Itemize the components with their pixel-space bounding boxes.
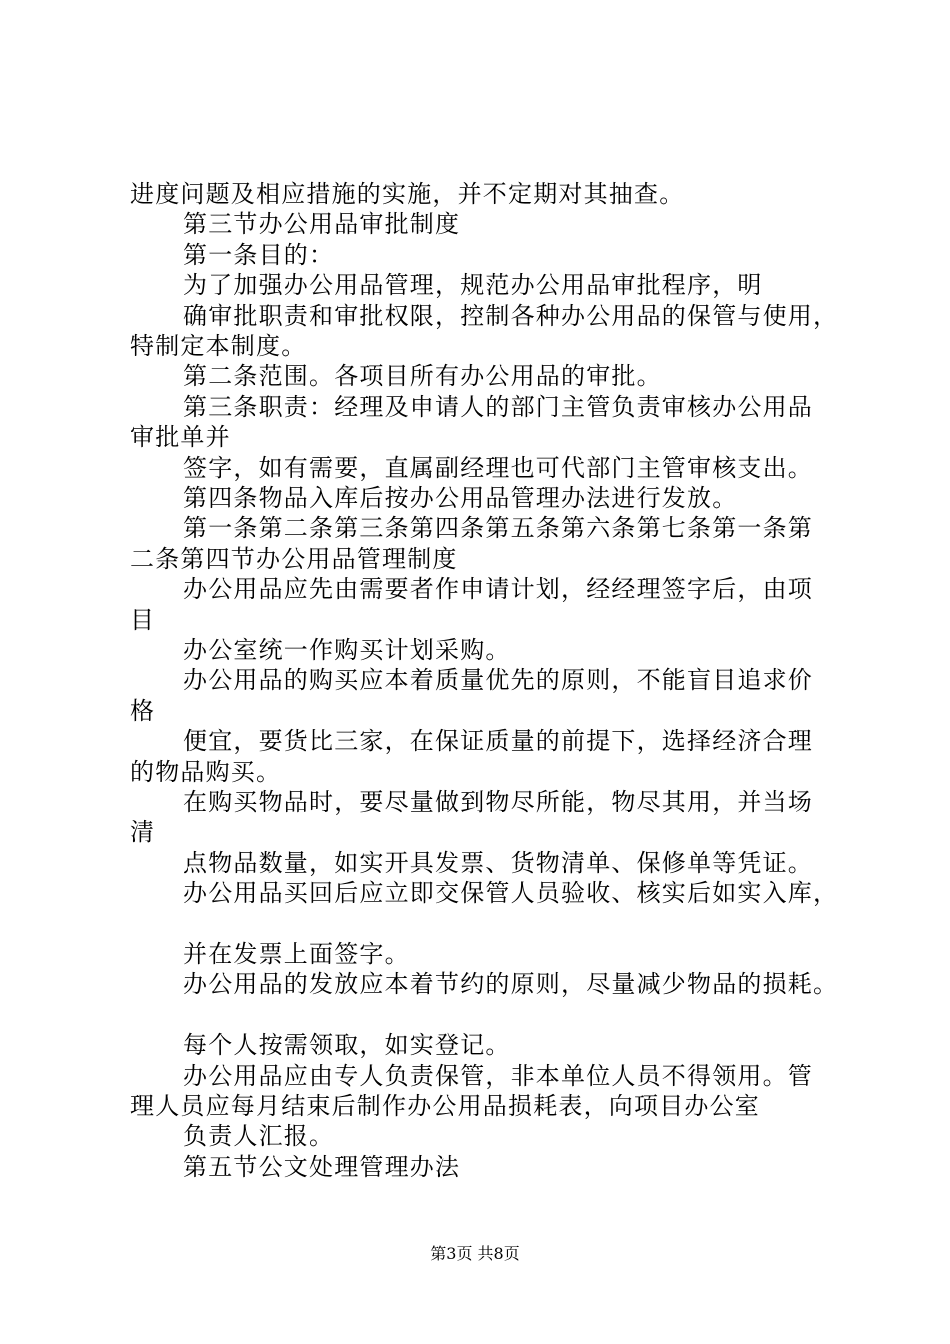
text-line: 点物品数量，如实开具发票、货物清单、保修单等凭证。 [183, 849, 813, 877]
section-heading: 第三节办公用品审批制度 [183, 210, 461, 238]
text-line: 办公用品的发放应本着节约的原则，尽量减少物品的损耗。 [183, 970, 839, 998]
text-line: 第三条职责：经理及申请人的部门主管负责审核办公用品 [183, 393, 813, 421]
text-line: 便宜，要货比三家，在保证质量的前提下，选择经济合理 [183, 727, 813, 755]
text-line: 办公用品买回后应立即交保管人员验收、核实后如实入库， [183, 879, 839, 907]
article-heading: 第一条目的： [183, 241, 335, 269]
text-line: 在购买物品时，要尽量做到物尽所能，物尽其用，并当场 [183, 788, 813, 816]
text-line: 办公用品应由专人负责保管，非本单位人员不得领用。管 [183, 1062, 813, 1090]
text-line: 的物品购买。 [130, 758, 282, 786]
text-line: 确审批职责和审批权限，控制各种办公用品的保管与使用， [183, 302, 839, 330]
text-line: 特制定本制度。 [130, 332, 307, 360]
text-line: 进度问题及相应措施的实施，并不定期对其抽查。 [130, 180, 685, 208]
text-line: 第二条范围。各项目所有办公用品的审批。 [183, 362, 662, 390]
text-line: 办公用品的购买应本着质量优先的原则，不能盲目追求价 [183, 666, 813, 694]
text-line: 格 [130, 697, 156, 725]
text-line: 办公用品应先由需要者作申请计划，经经理签字后，由项 [183, 575, 813, 603]
text-line: 并在发票上面签字。 [183, 940, 410, 968]
text-line: 负责人汇报。 [183, 1122, 335, 1150]
text-line: 为了加强办公用品管理，规范办公用品审批程序，明 [183, 271, 763, 299]
text-line: 办公室统一作购买计划采购。 [183, 636, 511, 664]
text-line: 目 [130, 606, 156, 634]
text-line: 审批单并 [130, 423, 231, 451]
text-line: 理人员应每月结束后制作办公用品损耗表，向项目办公室 [130, 1092, 760, 1120]
section-heading: 第五节公文处理管理办法 [183, 1153, 461, 1181]
text-line: 第一条第二条第三条第四条第五条第六条第七条第一条第 [183, 514, 813, 542]
text-line: 清 [130, 818, 156, 846]
text-line: 每个人按需领取，如实登记。 [183, 1031, 511, 1059]
text-line: 签字，如有需要，直属副经理也可代部门主管审核支出。 [183, 454, 813, 482]
page-number-footer: 第3页 共8页 [430, 1244, 520, 1263]
text-line: 第四条物品入库后按办公用品管理办法进行发放。 [183, 484, 738, 512]
section-heading: 二条第四节办公用品管理制度 [130, 545, 458, 573]
